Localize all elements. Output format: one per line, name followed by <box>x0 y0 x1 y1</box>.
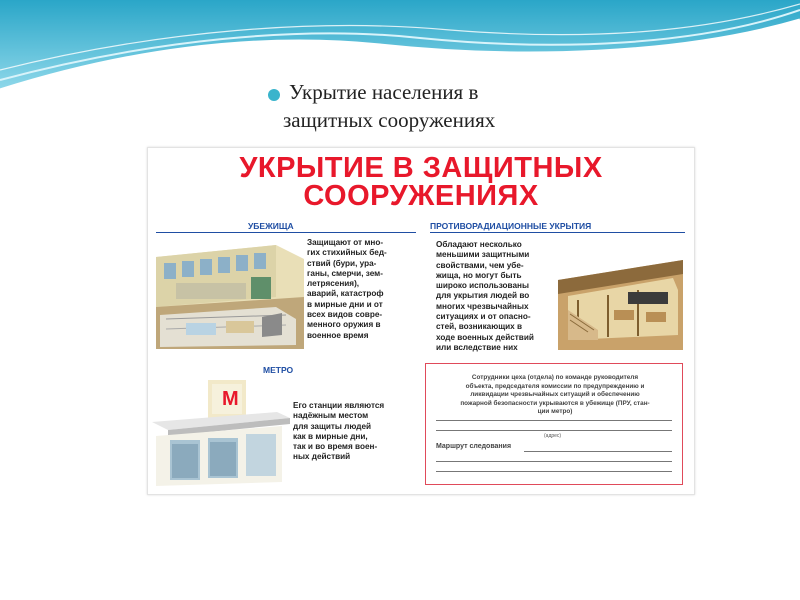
shelters-text <box>307 238 417 341</box>
text-line: широко использованы <box>436 281 529 291</box>
text-line: военное время <box>307 330 369 340</box>
text-line: гих стихийных бед- <box>307 248 387 258</box>
text-line: ликвидации чрезвычайных ситуаций и обеспечению <box>470 391 640 399</box>
text-line: или вследствие них <box>436 342 518 352</box>
text-line: многих чрезвычайных <box>436 301 529 311</box>
text-line: ных действий <box>293 452 351 462</box>
text-line: аварий, катастроф <box>307 289 384 299</box>
text-line: Сотрудники цеха (отдела) по команде руководителя <box>471 374 639 381</box>
text-line: ситуациях и от опасно- <box>436 312 531 322</box>
text-line: объекта, председателя комиссии по предупреждению и <box>465 382 645 390</box>
text-line: ствий (бури, ура- <box>307 258 377 268</box>
shelters-label: УБЕЖИЩА <box>248 221 294 231</box>
metro-sign-icon: М <box>222 388 239 410</box>
text-line: летрясения), <box>307 279 360 289</box>
text-line: свойствами, чем убе- <box>436 260 524 270</box>
text-line: для укрытия людей во <box>436 291 530 301</box>
form-blank-line <box>436 420 672 421</box>
form-blank-line <box>436 461 672 462</box>
bullet-line: защитных сооружениях <box>283 108 496 132</box>
text-line: жища, но могут быть <box>436 270 522 280</box>
form-blank-line <box>436 471 672 472</box>
text-line: ходе военных действий <box>436 332 534 342</box>
text-line: ции метро) <box>537 408 573 416</box>
text-line: Его станции являются <box>293 401 385 410</box>
text-line: менного оружия в <box>307 320 381 330</box>
form-address-caption: (адрес) <box>544 433 562 439</box>
text-line: стей, возникающих в <box>436 322 523 332</box>
form-text <box>436 374 674 417</box>
poster-title-line: СООРУЖЕНИЯХ <box>303 180 539 212</box>
text-line: как в мирные дни, <box>293 431 368 441</box>
form-blank-line <box>436 430 672 431</box>
text-line: Обладают несколько <box>436 240 522 249</box>
anti-radiation-label: ПРОТИВОРАДИАЦИОННЫЕ УКРЫТИЯ <box>430 221 592 231</box>
shelters-divider <box>156 232 416 233</box>
anti-radiation-text <box>436 240 556 353</box>
instruction-form <box>425 363 683 485</box>
anti-radiation-divider <box>430 232 685 233</box>
text-line: так и во время воен- <box>293 442 378 452</box>
metro-entrance-illustration <box>152 378 290 486</box>
metro-text <box>293 401 418 463</box>
text-line: надёжным местом <box>293 411 369 421</box>
text-line: в мирные дни и от <box>307 299 383 309</box>
poster-title <box>148 154 694 210</box>
anti-radiation-shelter-illustration <box>558 240 683 350</box>
form-route-label: Маршрут следования <box>436 443 512 450</box>
text-line: ганы, смерчи, зем- <box>307 268 383 278</box>
bullet-line: Укрытие населения в <box>289 80 479 104</box>
metro-label: МЕТРО <box>263 365 294 375</box>
text-line: меньшими защитными <box>436 250 530 260</box>
text-line: для защиты людей <box>293 421 372 431</box>
text-line: пожарной безопасности укрываются в убежище (ПРУ, стан- <box>460 399 650 407</box>
bullet-text <box>283 78 496 134</box>
form-blank-line <box>524 451 672 452</box>
text-line: всех видов совре- <box>307 310 383 320</box>
shelter-building-illustration <box>156 237 304 349</box>
text-line: Защищают от мно- <box>307 238 384 247</box>
poster-image <box>147 147 695 495</box>
bullet-dot-icon <box>268 89 280 101</box>
poster-title-line: УКРЫТИЕ В ЗАЩИТНЫХ <box>239 152 603 184</box>
